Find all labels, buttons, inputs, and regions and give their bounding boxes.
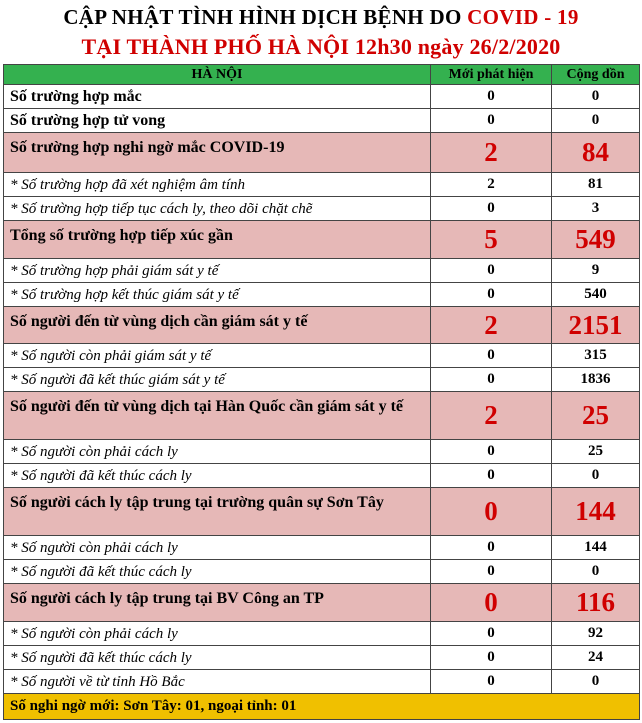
row-label: * Số trường hợp kết thúc giám sát y tế (4, 283, 431, 307)
title-line-1 (0, 5, 642, 30)
statistics-table (3, 64, 640, 720)
title-line-2 (0, 34, 642, 60)
row-total-value: 0 (552, 85, 640, 109)
row-total-value: 25 (552, 440, 640, 464)
table-row (4, 259, 640, 283)
row-new-value: 0 (431, 259, 552, 283)
column-header-total: Cộng dồn (552, 65, 640, 85)
row-label: * Số người về từ tỉnh Hồ Bắc (4, 670, 431, 694)
row-new-value: 0 (431, 85, 552, 109)
row-label: * Số người còn phải cách ly (4, 622, 431, 646)
title-line-2-text: TẠI THÀNH PHỐ HÀ NỘI (81, 34, 355, 59)
table-row-highlight (4, 307, 640, 344)
row-total-value: 144 (552, 488, 640, 536)
row-total-value: 3 (552, 197, 640, 221)
row-total-value: 0 (552, 670, 640, 694)
row-label: * Số người đã kết thúc cách ly (4, 560, 431, 584)
row-label: Số trường hợp nghi ngờ mắc COVID-19 (4, 133, 431, 173)
row-total-value: 24 (552, 646, 640, 670)
table-row (4, 344, 640, 368)
table-row (4, 85, 640, 109)
row-new-value: 0 (431, 670, 552, 694)
row-label: Tổng số trường hợp tiếp xúc gần (4, 221, 431, 259)
table-row (4, 622, 640, 646)
row-label: Số người cách ly tập trung tại trường quân sự Sơn Tây (4, 488, 431, 536)
row-label: Số trường hợp tử vong (4, 109, 431, 133)
table-row-highlight (4, 488, 640, 536)
row-new-value: 0 (431, 283, 552, 307)
row-label: Số trường hợp mắc (4, 85, 431, 109)
table-row-highlight (4, 221, 640, 259)
row-new-value: 0 (431, 464, 552, 488)
title-line-1-highlight: COVID - 19 (467, 5, 579, 29)
row-label: * Số người còn phải cách ly (4, 536, 431, 560)
row-label: Số người đến từ vùng dịch cần giám sát y tế (4, 307, 431, 344)
row-total-value: 540 (552, 283, 640, 307)
row-new-value: 0 (431, 646, 552, 670)
row-new-value: 2 (431, 392, 552, 440)
row-label: * Số trường hợp phải giám sát y tế (4, 259, 431, 283)
row-new-value: 2 (431, 307, 552, 344)
row-label: * Số người đã kết thúc cách ly (4, 646, 431, 670)
table-header-row (4, 65, 640, 85)
row-total-value: 1836 (552, 368, 640, 392)
table-row (4, 646, 640, 670)
column-header-region: HÀ NỘI (4, 65, 431, 85)
row-total-value: 315 (552, 344, 640, 368)
row-new-value: 0 (431, 536, 552, 560)
row-new-value: 0 (431, 344, 552, 368)
table-row (4, 368, 640, 392)
row-label: * Số trường hợp tiếp tục cách ly, theo dõi chặt chẽ (4, 197, 431, 221)
table-row (4, 440, 640, 464)
table-footer-row (4, 694, 640, 720)
row-total-value: 25 (552, 392, 640, 440)
row-label: Số người đến từ vùng dịch tại Hàn Quốc cần giám sát y tế (4, 392, 431, 440)
table-row-highlight (4, 584, 640, 622)
row-label: * Số người đã kết thúc giám sát y tế (4, 368, 431, 392)
row-total-value: 92 (552, 622, 640, 646)
row-new-value: 0 (431, 622, 552, 646)
table-row (4, 464, 640, 488)
row-new-value: 2 (431, 173, 552, 197)
row-total-value: 9 (552, 259, 640, 283)
row-new-value: 2 (431, 133, 552, 173)
table-row (4, 283, 640, 307)
table-row (4, 670, 640, 694)
title-line-2-highlight: 12h30 ngày 26/2/2020 (354, 34, 561, 59)
row-total-value: 549 (552, 221, 640, 259)
column-header-new: Mới phát hiện (431, 65, 552, 85)
row-label: * Số người còn phải cách ly (4, 440, 431, 464)
page-header (0, 0, 642, 64)
table-row (4, 560, 640, 584)
row-total-value: 0 (552, 560, 640, 584)
table-row-highlight (4, 392, 640, 440)
table-row (4, 197, 640, 221)
row-total-value: 84 (552, 133, 640, 173)
table-row-highlight (4, 133, 640, 173)
title-line-1-text: CẬP NHẬT TÌNH HÌNH DỊCH BỆNH DO (63, 5, 468, 29)
row-total-value: 0 (552, 109, 640, 133)
row-label: Số người cách ly tập trung tại BV Công an TP (4, 584, 431, 622)
table-row (4, 173, 640, 197)
row-total-value: 0 (552, 464, 640, 488)
row-new-value: 0 (431, 488, 552, 536)
row-new-value: 5 (431, 221, 552, 259)
row-new-value: 0 (431, 440, 552, 464)
row-label: * Số người còn phải giám sát y tế (4, 344, 431, 368)
row-total-value: 81 (552, 173, 640, 197)
row-new-value: 0 (431, 109, 552, 133)
row-new-value: 0 (431, 560, 552, 584)
table-row (4, 536, 640, 560)
row-new-value: 0 (431, 368, 552, 392)
row-label: * Số người đã kết thúc cách ly (4, 464, 431, 488)
footer-note: Số nghi ngờ mới: Sơn Tây: 01, ngoại tỉnh: 01 (4, 694, 640, 720)
row-label: * Số trường hợp đã xét nghiệm âm tính (4, 173, 431, 197)
row-total-value: 2151 (552, 307, 640, 344)
table-row (4, 109, 640, 133)
row-new-value: 0 (431, 197, 552, 221)
row-total-value: 144 (552, 536, 640, 560)
row-total-value: 116 (552, 584, 640, 622)
row-new-value: 0 (431, 584, 552, 622)
